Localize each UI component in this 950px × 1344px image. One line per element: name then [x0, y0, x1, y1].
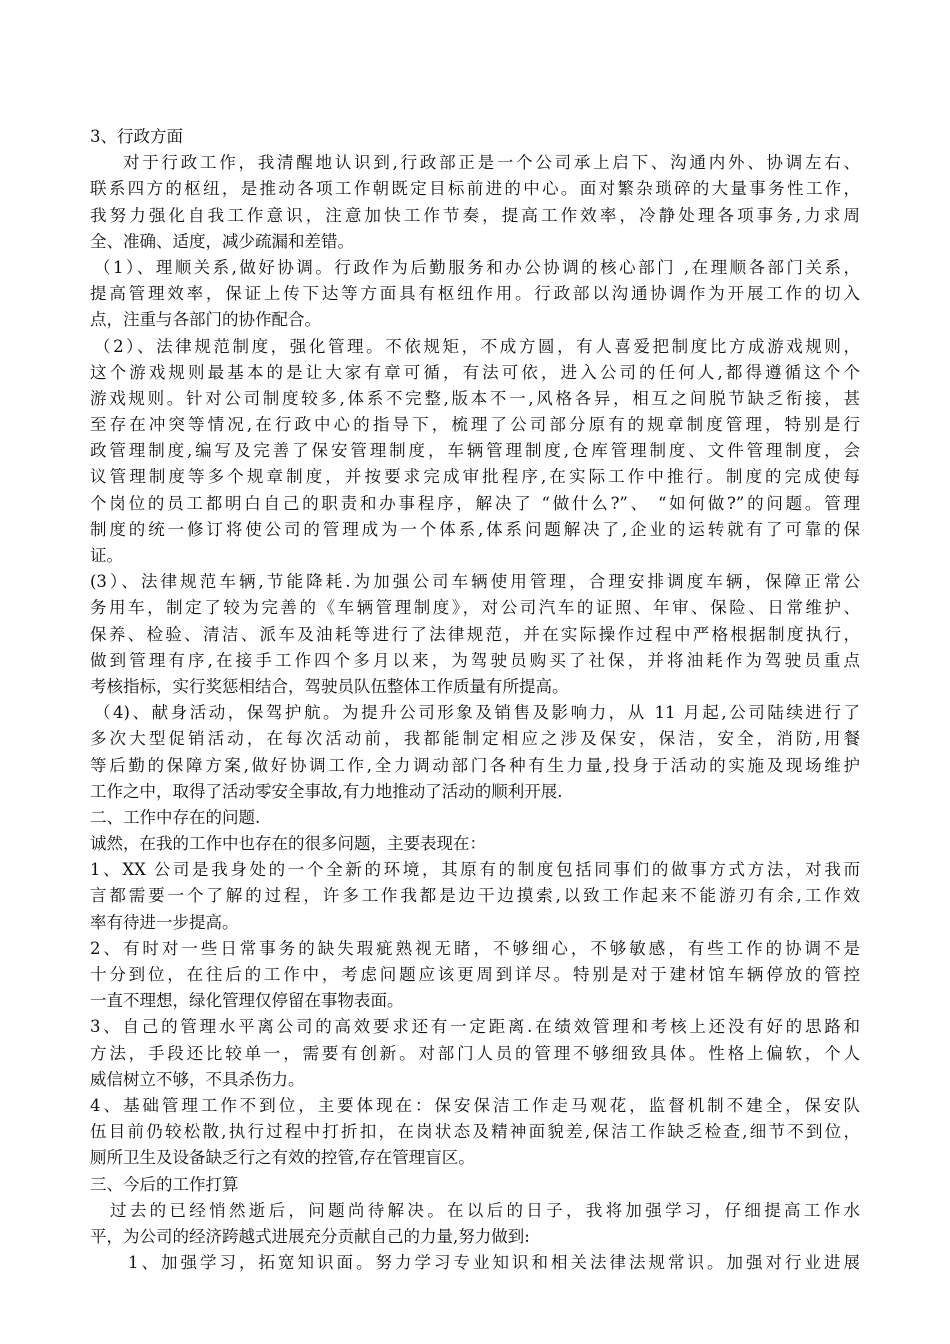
text-line: 做到管理有序,在接手工作四个多月以来，为驾驶员购买了社保，并将油耗作为驾驶员重点 — [90, 650, 860, 670]
text-line: 三、今后的工作打算 — [90, 1174, 239, 1194]
text-line: 1、加强学习，拓宽知识面。努力学习专业知识和相关法律法规常识。加强对行业进展 — [128, 1253, 860, 1273]
text-line: 二、工作中存在的问题. — [90, 807, 261, 827]
text-line: 多次大型促销活动，在每次活动前，我都能制定相应之涉及保安，保洁，安全，消防,用餐 — [90, 729, 860, 749]
text-line: 政管理制度,编写及完善了保安管理制度，车辆管理制度,仓库管理制度、文件管理制度，会 — [90, 441, 860, 461]
text-line: 全、准确、适度，减少疏漏和差错。 — [90, 231, 354, 251]
text-line: 威信树立不够，不具杀伤力。 — [90, 1069, 305, 1089]
text-line: 议管理制度等多个规章制度，并按要求完成审批程序,在实际工作中推行。制度的完成使每 — [90, 467, 860, 487]
text-line: 率有待进一步提高。 — [90, 912, 239, 932]
text-line: 对于行政工作，我清醒地认识到,行政部正是一个公司承上启下、沟通内外、协调左右、 — [123, 153, 860, 173]
text-line: 务用车，制定了较为完善的《车辆管理制度》，对公司汽车的证照、年审、保险、日常维护、 — [90, 598, 860, 618]
text-line: 等后勤的保障方案,做好协调工作,全力调动部门各种有生力量,投身于活动的实施及现场维护 — [90, 755, 860, 775]
text-line: 联系四方的枢纽，是推动各项工作朝既定目标前进的中心。面对繁杂琐碎的大量事务性工作， — [90, 179, 860, 199]
text-line: 3、行政方面 — [90, 127, 183, 146]
text-line: 过去的已经悄然逝后，问题尚待解决。在以后的日子，我将加强学习，仔细提高工作水 — [110, 1200, 860, 1220]
text-line: 1、XX 公司是我身处的一个全新的环境，其原有的制度包括同事们的做事方式方法，对我而 — [90, 860, 860, 880]
text-line: 我努力强化自我工作意识，注意加快工作节奏，提高工作效率，冷静处理各项事务,力求周 — [90, 205, 860, 225]
text-line: 游戏规则。针对公司制度较多,体系不完整,版本不一,风格各异，相互之间脱节缺乏衔接，甚 — [90, 388, 860, 408]
document-page — [90, 124, 860, 1276]
text-line: 个岗位的员工都明白自己的职责和办事程序，解决了 “做什么?”、 “如何做?”的问题。管理 — [90, 493, 860, 513]
text-line: 工作之中，取得了活动零安全事故,有力地推动了活动的顺利开展. — [90, 781, 563, 801]
text-line: 提高管理效率，保证上传下达等方面具有枢纽作用。行政部以沟通协调作为开展工作的切入 — [90, 284, 860, 304]
text-line: （4)、献身活动，保驾护航。为提升公司形象及销售及影响力，从 11 月起,公司陆续进行了 — [94, 703, 860, 723]
text-line: 言都需要一个了解的过程，许多工作我都是边干边摸索,以致工作起来不能游刃有余,工作效 — [90, 886, 860, 906]
text-line: 2、有时对一些日常事务的缺失瑕疵熟视无睹，不够细心，不够敏感，有些工作的协调不是 — [90, 938, 860, 958]
text-line: 点，注重与各部门的协作配合。 — [90, 310, 321, 330]
text-line: 诚然，在我的工作中也存在的很多问题，主要表现在： — [90, 834, 486, 854]
text-line: （1）、理顺关系,做好协调。行政作为后勤服务和办公协调的核心部门 ,在理顺各部门关系， — [94, 257, 860, 277]
text-line: 伍目前仍较松散,执行过程中打折扣，在岗状态及精神面貌差,保洁工作缺乏检查,细节不到位， — [90, 1122, 860, 1142]
text-line: 保养、检验、清洁、派车及油耗等进行了法律规范，并在实际操作过程中严格根据制度执行， — [90, 624, 860, 644]
text-line: 一直不理想，绿化管理仅停留在事物表面。 — [90, 991, 404, 1011]
text-line: 十分到位，在往后的工作中，考虑问题应该更周到详尽。特别是对于建材馆车辆停放的管控 — [90, 965, 860, 984]
text-line: （2）、法律规范制度，强化管理。不依规矩，不成方圆，有人喜爱把制度比方成游戏规则， — [94, 336, 860, 356]
text-line: 厕所卫生及设备缺乏行之有效的控管,存在管理盲区。 — [90, 1148, 475, 1168]
text-line: 制度的统一修订将使公司的管理成为一个体系,体系问题解决了,企业的运转就有了可靠的保 — [90, 519, 860, 539]
text-line: 至存在冲突等情况,在行政中心的指导下，梳理了公司部分原有的规章制度管理，特别是行 — [90, 415, 860, 435]
text-line: 平，为公司的经济跨越式进展充分贡献自己的力量,努力做到: — [90, 1226, 530, 1246]
text-line: (3）、法律规范车辆,节能降耗.为加强公司车辆使用管理，合理安排调度车辆，保障正常公 — [90, 572, 860, 592]
text-line: 方法，手段还比较单一，需要有创新。对部门人员的管理不够细致具体。性格上偏软，个人 — [90, 1043, 860, 1063]
text-line: 考核指标，实行奖惩相结合，驾驶员队伍整体工作质量有所提高。 — [90, 676, 569, 696]
text-line: 3、自己的管理水平离公司的高效要求还有一定距离.在绩效管理和考核上还没有好的思路和 — [90, 1017, 860, 1037]
text-line: 证。 — [90, 546, 123, 565]
text-line: 4、基础管理工作不到位，主要体现在：保安保洁工作走马观花，监督机制不建全，保安队 — [90, 1095, 860, 1115]
text-line: 这个游戏规则最基本的是让大家有章可循，有法可依，进入公司的任何人,都得遵循这个个 — [90, 362, 860, 382]
